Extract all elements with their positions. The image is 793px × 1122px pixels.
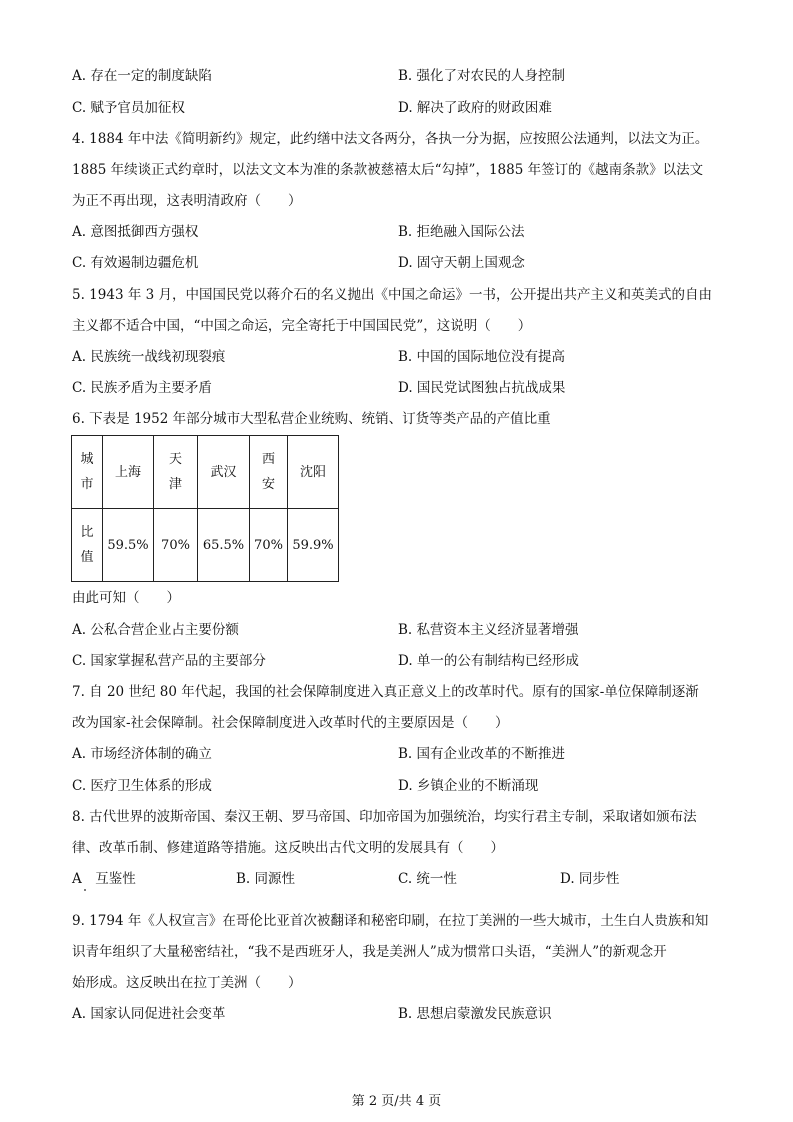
table-city-wuhan <box>198 436 250 509</box>
q4-stem-line-2: 1885 年续谈正式约章时，以法文文本为准的条款被慈禧太后“勾掉”，1885 年签订的《越南条款》以法文 <box>72 162 704 178</box>
q7-option-d: D. 乡镇企业的不断涌现 <box>398 778 539 794</box>
city-tianjin-char-1: 天 <box>168 452 182 467</box>
q7-stem-line-2: 改为国家-社会保障制。社会保障制度进入改革时代的主要原因是（ ） <box>72 715 509 731</box>
q6-after-table: 由此可知（ ） <box>72 590 180 606</box>
table-city-xian <box>250 436 288 509</box>
q6-stem: 6. 下表是 1952 年部分城市大型私营企业统购、统销、订货等类产品的产值比重 <box>72 411 551 427</box>
table-head-city-char-1: 城 <box>80 452 94 467</box>
city-tianjin-char-2: 津 <box>168 477 182 492</box>
table-city-shanghai <box>103 436 154 509</box>
table-head-ratio-char-2: 值 <box>80 550 94 565</box>
q4-option-d: D. 固守天朝上国观念 <box>398 255 525 271</box>
table-head-ratio <box>72 509 103 582</box>
table-value-wuhan: 65.5% <box>198 509 250 582</box>
q3-option-a: A. 存在一定的制度缺陷 <box>72 68 212 84</box>
q8-option-d: D. 同步性 <box>560 871 620 887</box>
q9-option-b: B. 思想启蒙激发民族意识 <box>398 1006 552 1022</box>
city-shanghai-label: 上海 <box>114 464 141 480</box>
table-value-shenyang: 59.9% <box>288 509 339 582</box>
q6-option-b: B. 私营资本主义经济显著增强 <box>398 622 579 638</box>
q6-option-d: D. 单一的公有制结构已经形成 <box>398 653 579 669</box>
table-value-tianjin: 70% <box>154 509 198 582</box>
table-row-cities <box>72 436 339 509</box>
table-value-shanghai: 59.5% <box>103 509 154 582</box>
q9-stem-line-3: 始形成。这反映出在拉丁美洲（ ） <box>72 975 302 991</box>
q4-stem-line-3: 为正不再出现，这表明清政府（ ） <box>72 193 302 209</box>
table-city-tianjin <box>154 436 198 509</box>
q8-stem-line-2: 律、改革币制、修建道路等措施。这反映出古代文明的发展具有（ ） <box>72 840 504 856</box>
q5-option-a: A. 民族统一战线初现裂痕 <box>72 349 226 365</box>
q8-stem-line-1: 8. 古代世界的波斯帝国、秦汉王朝、罗马帝国、印加帝国为加强统治，均实行君主专制，采取诸如颁布法 <box>72 809 697 825</box>
q5-option-d: D. 国民党试图独占抗战成果 <box>398 380 566 396</box>
q7-stem-line-1: 7. 自 20 世纪 80 年代起，我国的社会保障制度进入真正意义上的改革时代。原有的国家-单位保障制逐渐 <box>72 684 699 700</box>
q7-option-a: A. 市场经济体制的确立 <box>72 746 212 762</box>
q7-option-c: C. 医疗卫生体系的形成 <box>72 778 212 794</box>
q5-option-c: C. 民族矛盾为主要矛盾 <box>72 380 212 396</box>
q6-option-a: A. 公私合营企业占主要份额 <box>72 622 239 638</box>
stray-dot-mark <box>84 889 86 891</box>
table-city-shenyang <box>288 436 339 509</box>
q6-data-table <box>71 435 339 582</box>
table-head-ratio-char-1: 比 <box>80 525 94 540</box>
city-xian-char-1: 西 <box>261 452 275 467</box>
q8-option-b: B. 同源性 <box>236 871 296 887</box>
q8-option-c: C. 统一性 <box>398 871 457 887</box>
q6-option-c: C. 国家掌握私营产品的主要部分 <box>72 653 266 669</box>
q9-stem-line-2: 识青年组织了大量秘密结社，“我不是西班牙人，我是美洲人”成为惯常口头语，“美洲人”的新观念开 <box>72 944 667 960</box>
q5-stem-line-1: 5. 1943 年 3 月，中国国民党以蒋介石的名义抛出《中国之命运》一书，公开提出共产主义和英美式的自由 <box>72 287 712 303</box>
q9-stem-line-1: 9. 1794 年《人权宣言》在哥伦比亚首次被翻译和秘密印刷，在拉丁美洲的一些大城市，土生白人贵族和知 <box>72 913 709 929</box>
q8-option-a: A 互鉴性 <box>72 871 136 887</box>
q5-stem-line-2: 主义都不适合中国，“中国之命运，完全寄托于中国国民党”，这说明（ ） <box>72 318 532 334</box>
q4-stem-line-1: 4. 1884 年中法《简明新约》规定，此约缮中法文各两分，各执一分为据，应按照公法通判，以法文为正。 <box>72 131 709 147</box>
q3-option-b: B. 强化了对农民的人身控制 <box>398 68 566 84</box>
city-wuhan-label: 武汉 <box>210 464 237 480</box>
city-xian-char-2: 安 <box>261 477 275 492</box>
q4-option-a: A. 意图抵御西方强权 <box>72 224 199 240</box>
table-head-city-char-2: 市 <box>80 477 94 492</box>
q3-option-d: D. 解决了政府的财政困难 <box>398 100 552 116</box>
table-row-values <box>72 509 339 582</box>
page-number-footer: 第 2 页/共 4 页 <box>351 1094 442 1109</box>
table-value-xian: 70% <box>250 509 288 582</box>
q5-option-b: B. 中国的国际地位没有提高 <box>398 349 566 365</box>
city-shenyang-label: 沈阳 <box>299 464 326 480</box>
q3-option-c: C. 赋予官员加征权 <box>72 100 185 116</box>
q9-option-a: A. 国家认同促进社会变革 <box>72 1006 226 1022</box>
table-head-city <box>72 436 103 509</box>
q4-option-c: C. 有效遏制边疆危机 <box>72 255 199 271</box>
q4-option-b: B. 拒绝融入国际公法 <box>398 224 525 240</box>
q7-option-b: B. 国有企业改革的不断推进 <box>398 746 566 762</box>
